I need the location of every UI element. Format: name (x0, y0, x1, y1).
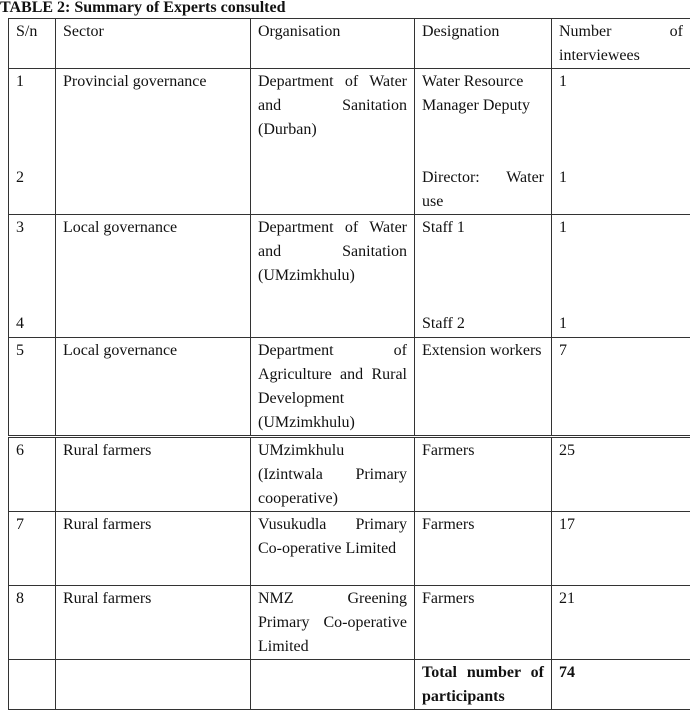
designation-value-2: Director: Water use (422, 169, 544, 210)
cell-number (552, 69, 690, 215)
cell-designation (415, 215, 552, 338)
designation-value-2: Staff 2 (422, 315, 465, 332)
cell-number: 25 (552, 437, 690, 512)
number-value: 1 (559, 219, 567, 236)
total-row (9, 660, 690, 710)
sn-value-2: 4 (16, 315, 24, 332)
experts-table (8, 18, 690, 710)
cell-organisation: Department of Agriculture and Rural Development (UMzimkhulu) (251, 338, 415, 437)
designation-value: Staff 1 (422, 219, 465, 236)
cell-empty (56, 660, 251, 710)
header-designation: Designation (415, 19, 552, 69)
cell-sector: Rural farmers (56, 586, 251, 660)
cell-organisation: Vusukudla Primary Co-operative Limited (251, 512, 415, 586)
total-label: Total number of participants (415, 660, 552, 710)
table-row (9, 586, 690, 660)
cell-sn: 6 (9, 437, 56, 512)
header-number-line2: interviewees (559, 47, 640, 64)
cell-sector: Provincial governance (56, 69, 251, 215)
sn-value: 3 (16, 219, 24, 236)
sn-value-2: 2 (16, 169, 24, 186)
cell-number (552, 215, 690, 338)
cell-organisation: NMZ Greening Primary Co-operative Limited (251, 586, 415, 660)
cell-sn (9, 215, 56, 338)
number-value-2: 1 (559, 315, 567, 332)
cell-organisation: Department of Water and Sanitation (Durban) (251, 69, 415, 215)
cell-designation (415, 69, 552, 215)
cell-sector: Rural farmers (56, 437, 251, 512)
table-row (9, 69, 690, 215)
designation-value: Water Resource Manager Deputy (422, 73, 530, 114)
cell-designation: Farmers (415, 586, 552, 660)
cell-number: 17 (552, 512, 690, 586)
table-header-row (9, 19, 690, 69)
cell-organisation: UMzimkhulu (Izintwala Primary cooperative) (251, 437, 415, 512)
table-row (9, 215, 690, 338)
table-caption: TABLE 2: Summary of Experts consulted (0, 0, 286, 16)
header-number (552, 19, 690, 69)
cell-sn (9, 69, 56, 215)
cell-number: 7 (552, 338, 690, 437)
cell-sector: Rural farmers (56, 512, 251, 586)
cell-sn: 8 (9, 586, 56, 660)
cell-number: 21 (552, 586, 690, 660)
cell-empty (9, 660, 56, 710)
cell-designation: Farmers (415, 512, 552, 586)
table-row (9, 437, 690, 512)
header-sector: Sector (56, 19, 251, 69)
cell-designation: Extension workers (415, 338, 552, 437)
cell-designation: Farmers (415, 437, 552, 512)
table-row (9, 338, 690, 437)
header-organisation: Organisation (251, 19, 415, 69)
total-value: 74 (552, 660, 690, 710)
header-sn: S/n (9, 19, 56, 69)
cell-sector: Local governance (56, 215, 251, 338)
number-value-2: 1 (559, 169, 567, 186)
cell-organisation: Department of Water and Sanitation (UMzimkhulu) (251, 215, 415, 338)
cell-empty (251, 660, 415, 710)
cell-sector: Local governance (56, 338, 251, 437)
cell-sn: 5 (9, 338, 56, 437)
number-value: 1 (559, 73, 567, 90)
table-row (9, 512, 690, 586)
sn-value: 1 (16, 73, 24, 90)
header-number-line1: Number of (559, 23, 683, 40)
cell-sn: 7 (9, 512, 56, 586)
